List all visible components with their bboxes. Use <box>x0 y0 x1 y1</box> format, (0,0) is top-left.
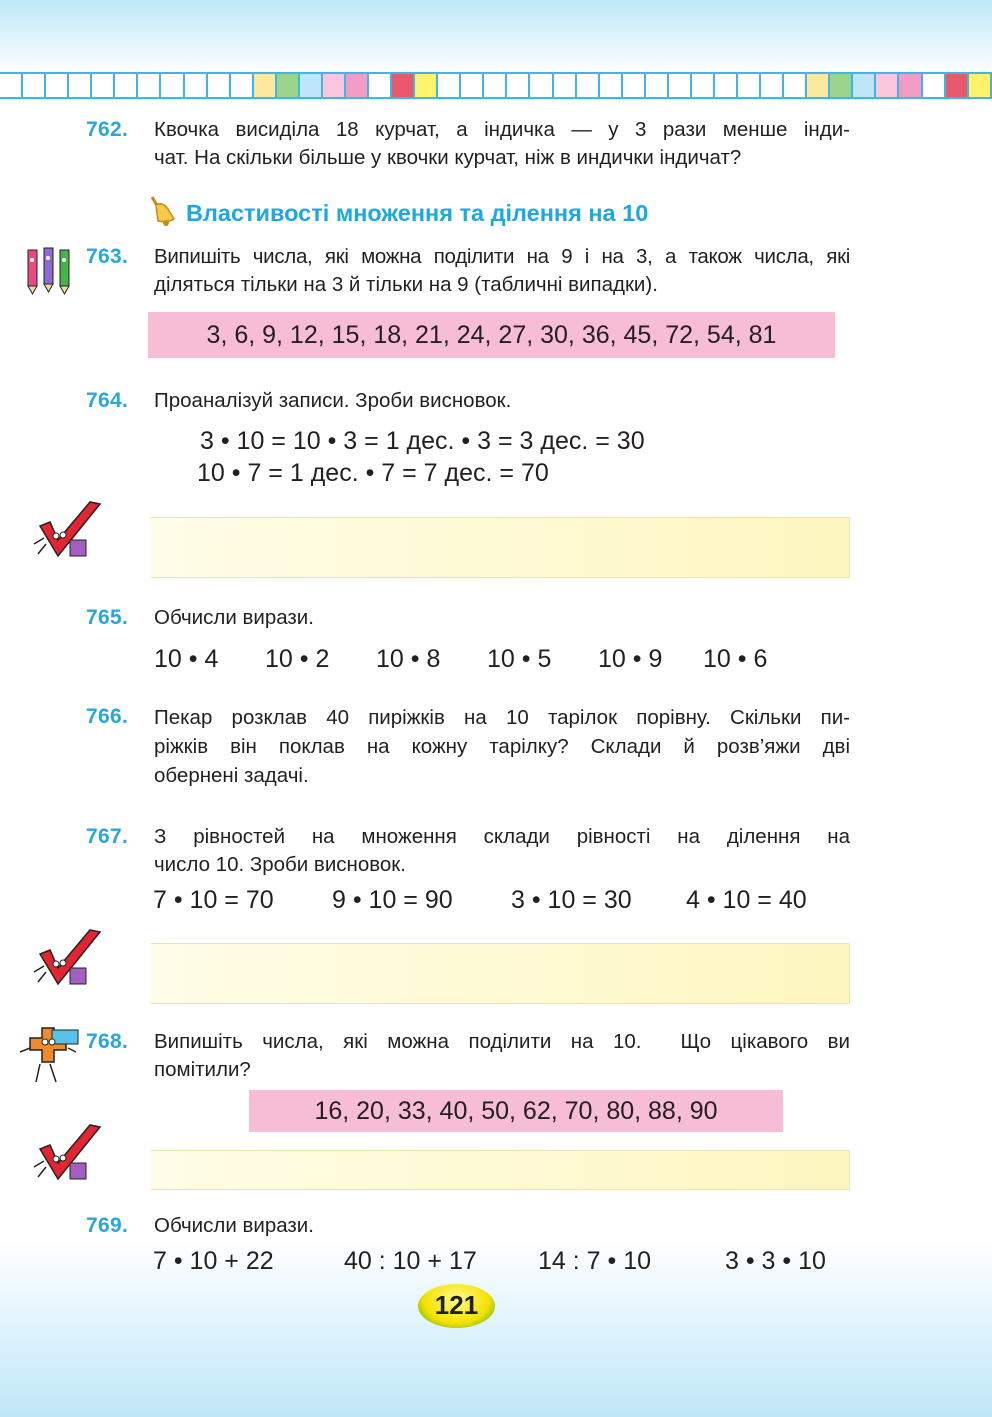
stripe-cell <box>115 74 138 97</box>
task-768-line2: помітили? <box>154 1058 251 1081</box>
stripe-cell <box>392 74 415 97</box>
task-767-line1: З рівностей на множення склади рівності на ділення на <box>154 825 850 848</box>
task-768-text <box>154 1028 850 1084</box>
task-number-767: 767. <box>86 825 129 848</box>
expr-769-1: 7 • 10 + 22 <box>153 1247 274 1275</box>
expr-769-3: 14 : 7 • 10 <box>538 1247 652 1275</box>
stripe-cell <box>623 74 646 97</box>
task-number-766: 766. <box>86 705 129 728</box>
task-766-line3: обернені задачі. <box>154 764 309 787</box>
task-765-text: Обчисли вирази. <box>154 606 314 629</box>
task-768-line1: Випишіть числа, які можна поділити на 10. Що цікавого ви <box>154 1030 850 1053</box>
stripe-cell <box>369 74 392 97</box>
stripe-cell <box>946 74 969 97</box>
pencils-icon <box>22 244 84 296</box>
task-764-text: Проаналізуй записи. Зроби висновок. <box>154 389 512 412</box>
page-number: 121 <box>418 1284 495 1328</box>
stripe-cell <box>138 74 161 97</box>
stripe-cell <box>69 74 92 97</box>
plus-character-icon <box>16 1024 84 1086</box>
rule-box-1 <box>150 517 850 578</box>
decorative-stripe <box>0 72 992 99</box>
stripe-cell <box>761 74 784 97</box>
expr-769-2: 40 : 10 + 17 <box>344 1247 477 1275</box>
stripe-cell <box>23 74 46 97</box>
expr-765-3: 10 • 8 <box>376 645 441 673</box>
stripe-cell <box>807 74 830 97</box>
task-762-line2: чат. На скільки більше у квочки курчат, ніж в индички індичат? <box>154 146 742 169</box>
task-763-line2: діляться тільки на 3 й тільки на 9 (табличні випадки). <box>154 273 658 296</box>
stripe-cell <box>461 74 484 97</box>
stripe-cell <box>577 74 600 97</box>
checkmark-icon <box>30 500 104 564</box>
stripe-cell <box>254 74 277 97</box>
expr-767-2: 9 • 10 = 90 <box>332 886 453 914</box>
expr-767-4: 4 • 10 = 40 <box>686 886 807 914</box>
checkmark-icon <box>30 1123 104 1187</box>
task-number-764: 764. <box>86 389 129 412</box>
task-767-line2: число 10. Зроби висновок. <box>154 853 406 876</box>
task-number-769: 769. <box>86 1214 129 1237</box>
rule-box-3 <box>150 1150 850 1190</box>
task-766-line2: ріжків він поклав на кожну тарілку? Склади й розв’яжи дві <box>154 735 850 758</box>
stripe-cell <box>346 74 369 97</box>
expr-765-2: 10 • 2 <box>265 645 330 673</box>
task-763-line1: Випишіть числа, які можна поділити на 9 і на 3, а також числа, які <box>154 245 850 268</box>
task-766-text <box>154 703 850 790</box>
stripe-cell <box>646 74 669 97</box>
stripe-cell <box>923 74 946 97</box>
stripe-cell <box>738 74 761 97</box>
stripe-cell <box>669 74 692 97</box>
stripe-cell <box>899 74 922 97</box>
stripe-cell <box>438 74 461 97</box>
stripe-cell <box>323 74 346 97</box>
task-number-768: 768. <box>86 1030 129 1053</box>
checkmark-icon <box>30 928 104 992</box>
expr-765-6: 10 • 6 <box>703 645 768 673</box>
stripe-cell <box>484 74 507 97</box>
expr-765-5: 10 • 9 <box>598 645 663 673</box>
stripe-cell <box>208 74 231 97</box>
stripe-cell <box>185 74 208 97</box>
stripe-cell <box>715 74 738 97</box>
task-number-762: 762. <box>86 118 129 141</box>
stripe-cell <box>300 74 323 97</box>
stripe-cell <box>0 74 23 97</box>
stripe-cell <box>161 74 184 97</box>
stripe-cell <box>784 74 807 97</box>
stripe-cell <box>530 74 553 97</box>
equation-764-1: 3 • 10 = 10 • 3 = 1 дес. • 3 = 3 дес. = 30 <box>200 427 645 455</box>
numbers-box-768: 16, 20, 33, 40, 50, 62, 70, 80, 88, 90 <box>249 1090 783 1132</box>
task-number-765: 765. <box>86 606 129 629</box>
stripe-cell <box>231 74 254 97</box>
stripe-cell <box>853 74 876 97</box>
stripe-cell <box>415 74 438 97</box>
rule-box-2 <box>150 943 850 1004</box>
stripe-cell <box>277 74 300 97</box>
stripe-cell <box>46 74 69 97</box>
stripe-cell <box>876 74 899 97</box>
stripe-cell <box>692 74 715 97</box>
stripe-cell <box>969 74 992 97</box>
task-766-line1: Пекар розклав 40 пиріжків на 10 тарілок порівну. Скільки пи- <box>154 706 850 729</box>
numbers-box-763: 3, 6, 9, 12, 15, 18, 21, 24, 27, 30, 36, 45, 72, 54, 81 <box>148 312 835 358</box>
equation-764-2: 10 • 7 = 1 дес. • 7 = 7 дес. = 70 <box>197 459 549 487</box>
expr-765-1: 10 • 4 <box>154 645 219 673</box>
expr-765-4: 10 • 5 <box>487 645 552 673</box>
stripe-cell <box>507 74 530 97</box>
task-762-line1: Квочка висиділа 18 курчат, а індичка — у 3 рази менше інди- <box>154 118 850 141</box>
expr-767-3: 3 • 10 = 30 <box>511 886 632 914</box>
task-763-text <box>154 243 850 299</box>
task-762-text <box>154 116 850 172</box>
expr-769-4: 3 • 3 • 10 <box>725 1247 826 1275</box>
stripe-cell <box>830 74 853 97</box>
stripe-cell <box>600 74 623 97</box>
task-769-text: Обчисли вирази. <box>154 1214 314 1237</box>
stripe-cell <box>554 74 577 97</box>
bell-icon <box>146 193 182 229</box>
task-767-text <box>154 823 850 879</box>
section-heading: Властивості множення та ділення на 10 <box>186 200 649 226</box>
expr-767-1: 7 • 10 = 70 <box>153 886 274 914</box>
stripe-cell <box>92 74 115 97</box>
task-number-763: 763. <box>86 245 129 268</box>
